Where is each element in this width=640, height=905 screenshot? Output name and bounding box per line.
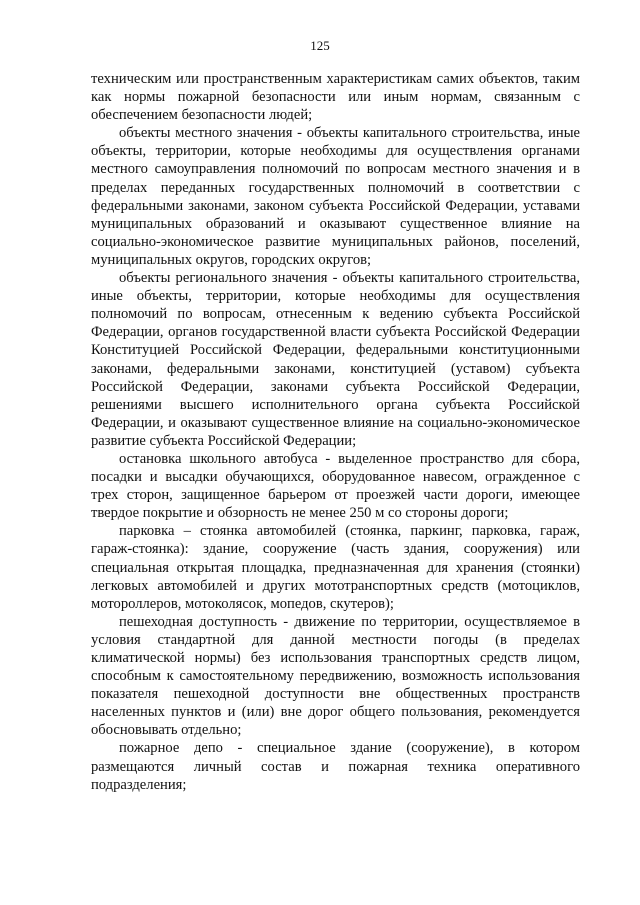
paragraph-4: остановка школьного автобуса - выделенное пространство для сбора, посадки и высадки обучающихся, оборудованное навесом, огражденное с трех сторон, защищенное барьером от проезжей части дороги, имеющее твердое покрытие и обзорность не менее 250 м со стороны дороги;	[91, 450, 580, 522]
paragraph-7: пожарное депо - специальное здание (сооружение), в котором размещаются личный состав и пожарная техника оперативного подразделения;	[91, 740, 580, 793]
paragraph-1: техническим или пространственным характеристикам самих объектов, таким как нормы пожарной безопасности или иным нормам, связанным с обеспечением безопасности людей;	[91, 71, 580, 124]
page-number: 125	[310, 38, 330, 53]
paragraph-5: парковка – стоянка автомобилей (стоянка, паркинг, парковка, гараж, гараж-стоянка): здание, сооружение (часть здания, сооружения) или специальная открытая площадка, предназначенная для хранения (стоянки) легковых автомобилей и других мототранспортных средств (мотоциклов, мотороллеров, мотоколясок, мопедов, скутеров);	[91, 523, 580, 612]
paragraph-6: пешеходная доступность - движение по территории, осуществляемое в условия стандартной для данной местности погоды (в пределах климатической нормы) без использования транспортных средств лицом, способным к самостоятельному передвижению, возможность использования показателя пешеходной доступности вне общественных пространств населенных пунктов и (или) вне дорог общего пользования, рекомендуется обосновывать отдельно;	[91, 613, 580, 739]
body-text	[91, 70, 580, 794]
paragraph-2: объекты местного значения - объекты капитального строительства, иные объекты, территории, которые необходимы для осуществления органами местного самоуправления полномочий по вопросам местного значения и в пределах переданных государственных полномочий в соответствии с федеральными законами, законом субъекта Российской Федерации, уставами муниципальных образований и оказывают существенное влияние на социально-экономическое развитие муниципальных районов, поселений, муниципальных округов, городских округов;	[91, 125, 580, 268]
paragraph-3: объекты регионального значения - объекты капитального строительства, иные объекты, территории, которые необходимы для осуществления полномочий по вопросам, отнесенным к ведению субъекта Российской Федерации, органов государственной власти субъекта Российской Федерации Конституцией Российской Федерации, федеральными конституционными законами, федеральными законами, конституцией (уставом) субъекта Российской Федерации, законами субъекта Российской Федерации, решениями высшего исполнительного органа субъекта Российской Федерации, и оказывают существенное влияние на социально-экономическое развитие субъекта Российской Федерации;	[91, 270, 580, 449]
